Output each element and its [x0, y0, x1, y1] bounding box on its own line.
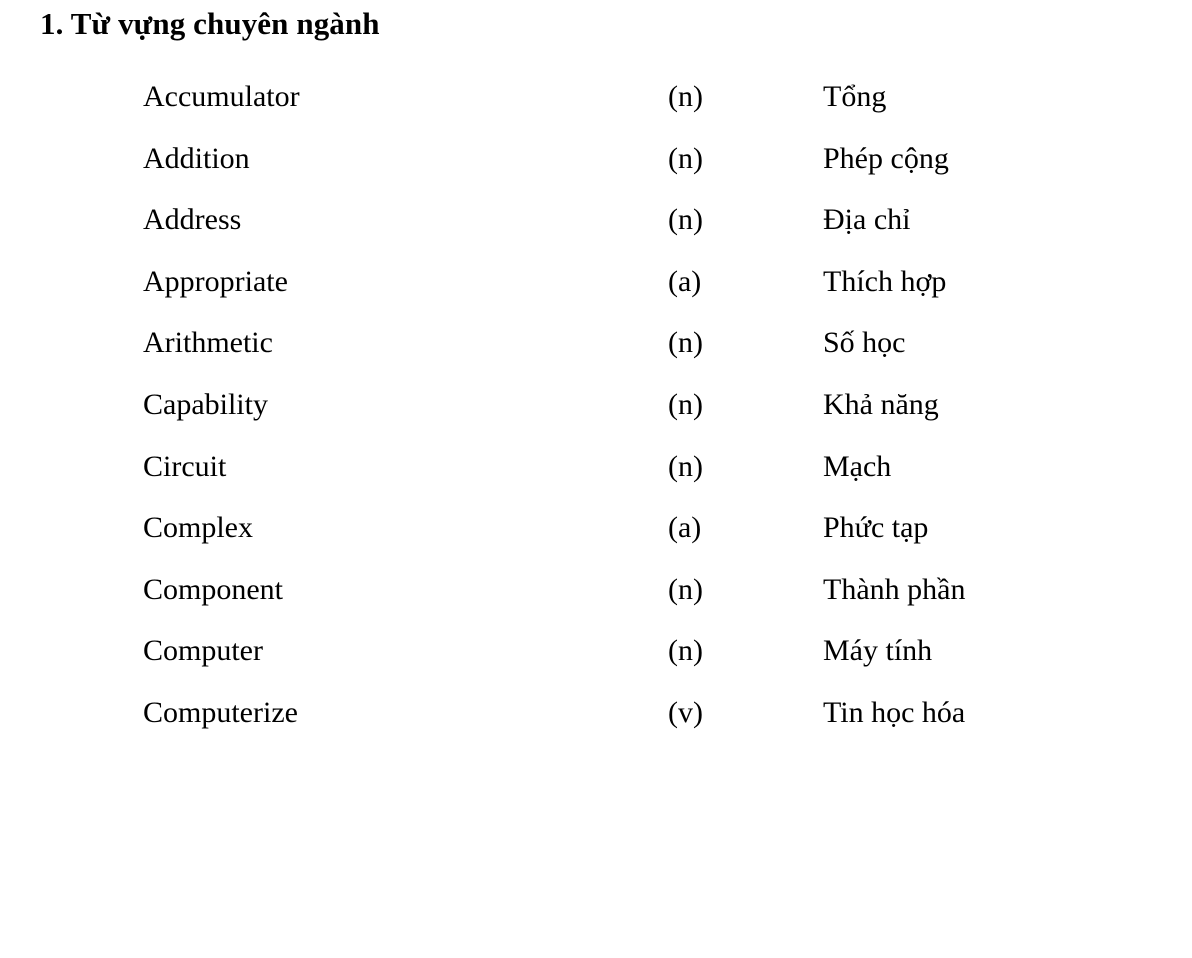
vocab-part-of-speech: (n) [668, 141, 703, 175]
vocabulary-table [0, 66, 1192, 744]
vocab-part-of-speech: (n) [668, 80, 703, 113]
table-row [0, 66, 1192, 128]
vocab-term: Address [143, 203, 242, 237]
vocab-meaning: Mạch [823, 449, 892, 483]
table-row [0, 189, 1192, 251]
vocab-meaning: Khả năng [823, 387, 939, 421]
vocab-term: Complex [143, 511, 253, 545]
vocab-part-of-speech: (n) [668, 572, 703, 606]
table-row [0, 620, 1192, 682]
vocab-meaning: Thích hợp [823, 264, 947, 298]
vocab-meaning: Thành phần [823, 572, 966, 606]
table-row [0, 374, 1192, 436]
table-row [0, 128, 1192, 190]
vocab-term: Accumulator [143, 80, 300, 113]
table-row [0, 497, 1192, 559]
vocab-meaning: Phức tạp [823, 511, 929, 545]
vocab-part-of-speech: (a) [668, 264, 702, 298]
table-row [0, 251, 1192, 313]
vocabulary-table-body [0, 66, 1192, 744]
vocab-term: Addition [143, 141, 250, 175]
vocab-part-of-speech: (n) [668, 449, 703, 483]
vocab-term: Capability [143, 387, 268, 421]
vocab-meaning: Tổng [823, 80, 887, 113]
vocab-part-of-speech: (v) [668, 695, 703, 729]
table-row [0, 682, 1192, 744]
vocab-term: Computerize [143, 695, 298, 729]
vocab-term: Computer [143, 634, 263, 668]
vocab-meaning: Máy tính [823, 634, 933, 668]
vocab-term: Appropriate [143, 264, 288, 298]
vocab-part-of-speech: (a) [668, 511, 702, 545]
table-row [0, 559, 1192, 621]
table-row [0, 436, 1192, 498]
vocab-part-of-speech: (n) [668, 203, 703, 237]
section-heading: 1. Từ vựng chuyên ngành [40, 6, 380, 41]
vocab-part-of-speech: (n) [668, 387, 703, 421]
vocab-meaning: Số học [823, 326, 906, 360]
vocab-term: Arithmetic [143, 326, 273, 360]
vocab-meaning: Tin học hóa [823, 695, 966, 729]
vocab-meaning: Địa chỉ [823, 203, 911, 237]
table-row [0, 312, 1192, 374]
vocab-term: Circuit [143, 449, 227, 483]
vocab-term: Component [143, 572, 283, 606]
vocab-meaning: Phép cộng [823, 141, 949, 175]
vocab-part-of-speech: (n) [668, 326, 703, 360]
vocab-part-of-speech: (n) [668, 634, 703, 668]
